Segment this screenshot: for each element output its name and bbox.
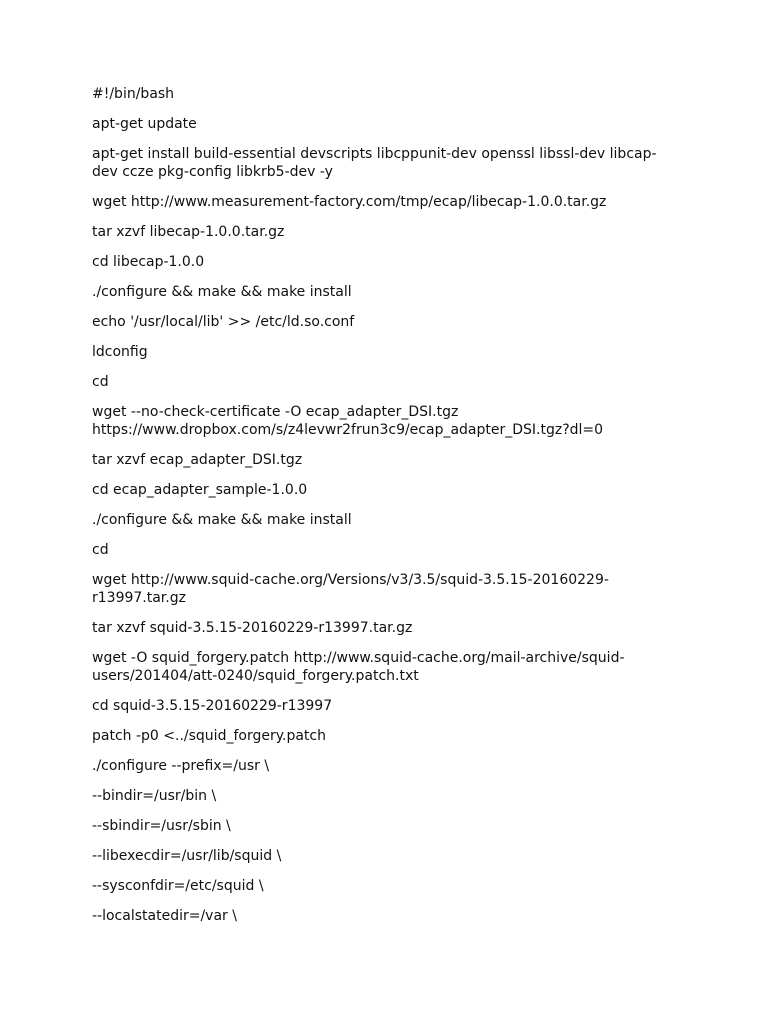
script-line: --bindir=/usr/bin \ xyxy=(92,788,217,804)
script-line: ldconfig xyxy=(92,344,148,360)
script-line: #!/bin/bash xyxy=(92,86,175,102)
script-line: --libexecdir=/usr/lib/squid \ xyxy=(92,848,282,864)
script-line: ./configure --prefix=/usr \ xyxy=(92,758,270,774)
script-line: cd ecap_adapter_sample-1.0.0 xyxy=(92,482,308,498)
script-line: apt-get update xyxy=(92,116,197,132)
script-line: tar xzvf ecap_adapter_DSI.tgz xyxy=(92,452,303,468)
script-line: apt-get install build-essential devscripts libcppunit-dev openssl libssl-dev libcap-dev ccze pkg-config libkrb5-dev -y xyxy=(92,146,657,180)
script-line: cd libecap-1.0.0 xyxy=(92,254,205,270)
script-line: wget -O squid_forgery.patch http://www.squid-cache.org/mail-archive/squid-users/201404/att-0240/squid_forgery.patch.txt xyxy=(92,650,625,684)
script-line: wget http://www.squid-cache.org/Versions/v3/3.5/squid-3.5.15-20160229-r13997.tar.gz xyxy=(92,572,609,606)
script-line: wget --no-check-certificate -O ecap_adapter_DSI.tgz https://www.dropbox.com/s/z4levwr2frun3c9/ecap_adapter_DSI.tgz?dl=0 xyxy=(92,404,604,438)
script-line: cd xyxy=(92,542,109,558)
script-line: --sbindir=/usr/sbin \ xyxy=(92,818,231,834)
script-line: --localstatedir=/var \ xyxy=(92,908,237,924)
script-line: wget http://www.measurement-factory.com/tmp/ecap/libecap-1.0.0.tar.gz xyxy=(92,194,607,210)
script-body xyxy=(92,85,682,937)
script-line: tar xzvf libecap-1.0.0.tar.gz xyxy=(92,224,285,240)
script-line: tar xzvf squid-3.5.15-20160229-r13997.tar.gz xyxy=(92,620,413,636)
script-line: patch -p0 <../squid_forgery.patch xyxy=(92,728,326,744)
script-line: cd xyxy=(92,374,109,390)
script-line: --sysconfdir=/etc/squid \ xyxy=(92,878,264,894)
script-line: ./configure && make && make install xyxy=(92,512,352,528)
script-line: echo '/usr/local/lib' >> /etc/ld.so.conf xyxy=(92,314,355,330)
script-line: cd squid-3.5.15-20160229-r13997 xyxy=(92,698,333,714)
script-line: ./configure && make && make install xyxy=(92,284,352,300)
